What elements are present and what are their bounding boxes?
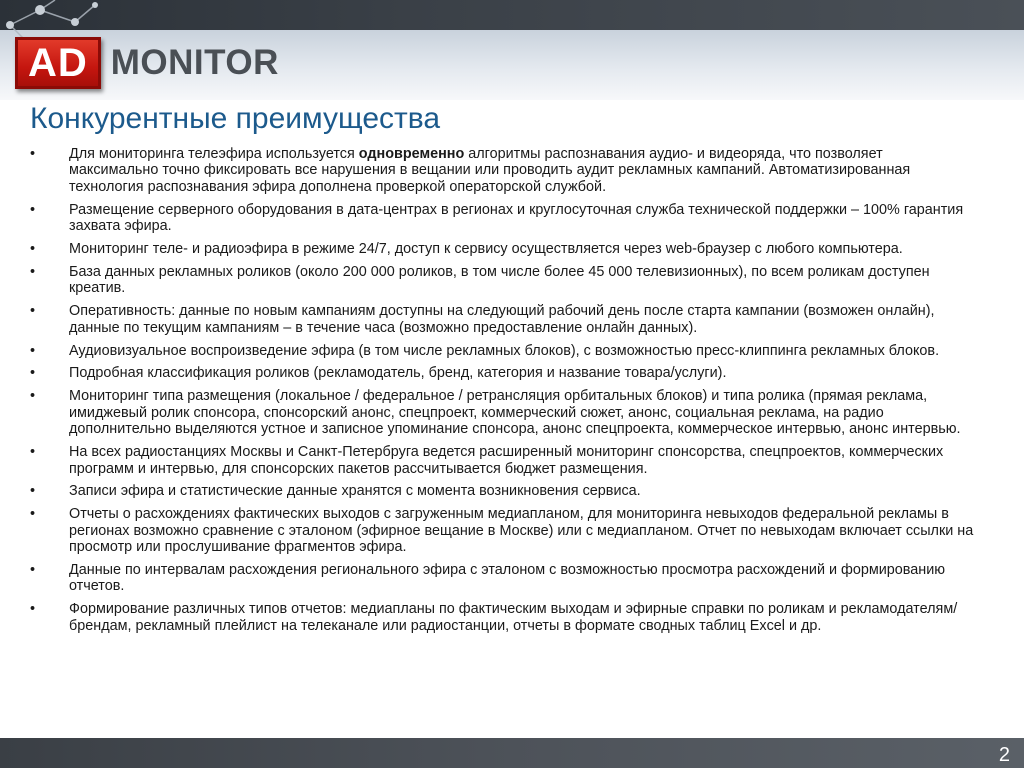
bullet-text: Подробная классификация роликов (рекламодатель, бренд, категория и название товара/услуги). [69,365,727,382]
slide-title: Конкурентные преимущества [30,102,441,135]
bullet-item [30,264,975,297]
bullet-item [30,506,975,555]
bullet-item [30,146,975,195]
page-number: 2 [998,744,1010,766]
bullet-text: Оперативность: данные по новым кампаниям доступны на следующий рабочий день после старта кампании (возможен онлайн), данные по текущим кампаниям – в течение часа (возможно предоставление онлайн данных). [69,303,935,336]
bullet-item [30,601,975,634]
logo-ad-box [15,37,101,89]
bullet-item [30,303,975,336]
bullet-emphasis: одновременно [358,146,465,162]
logo-monitor-text: MONITOR [110,43,279,82]
bullet-text: Отчеты о расхождениях фактических выходов с загруженным медиапланом, для мониторинга невыходов федеральной рекламы в регионах возможно сравнение с эталоном (эфирное вещание в Москве) или с медиапланом. Отчет по невыходам включает ссылки на просмотр или прослушивание фрагментов эфира. [69,506,974,556]
bullet-item [30,365,975,381]
bullet-item [30,483,975,499]
logo-ad-text: AD [28,41,88,85]
top-bar [0,0,1024,30]
bullet-text: алгоритмы распознавания аудио- и видеоряда, что позволяет максимально точно фиксировать все нарушения в вещании или проводить аудит рекламных кампаний. Автоматизированная технология распознавания эфира дополнена проверкой операторской службой. [69,146,911,195]
bullet-text: Для мониторинга телеэфира используется [69,146,359,162]
bullet-text: Формирование различных типов отчетов: медиапланы по фактическим выходам и эфирные справки по роликам и рекламодателям/брендам, рекламный плейлист на телеканале или радиостанции, отчеты в формате сводных таблиц Excel и др. [69,601,958,634]
bullet-text: Данные по интервалам расхождения регионального эфира с эталоном с возможностью просмотра расхождений и формированию отчетов. [69,562,946,595]
logo [15,36,279,90]
bullet-text: Мониторинг теле- и радиоэфира в режиме 24/7, доступ к сервису осуществляется через web-браузер с любого компьютера. [69,241,903,258]
bullet-text: База данных рекламных роликов (около 200 000 роликов, в том числе более 45 000 телевизионных), по всем роликам доступен креатив. [69,263,930,297]
bullet-list [30,146,975,641]
bullet-text: Мониторинг типа размещения (локальное / федеральное / ретрансляция орбитальных блоков) и типа ролика (прямая реклама, имиджевый ролик спонсора, спонсорский анонс, спецпроект, коммерческий сюжет, анонс, социальная реклама, на радио дополнительно выделяются устное и записное упоминание спонсора, анонс спецпроекта, коммерческое интервью, анонс интервью. [69,388,961,438]
bullet-text: Размещение серверного оборудования в дата-центрах в регионах и круглосуточная служба технической поддержки – 100% гарантия захвата эфира. [69,201,964,235]
bullet-text: На всех радиостанциях Москвы и Санкт-Петербруга ведется расширенный мониторинг спонсорства, спецпроектов, коммерческих программ и интервью, для спонсорских пакетов рассчитывается бюджет размещения. [69,444,944,477]
bullet-item [30,241,975,257]
bullet-item [30,202,975,235]
bullet-item [30,343,975,359]
bullet-item [30,444,975,477]
bullet-text: Аудиовизуальное воспроизведение эфира (в том числе рекламных блоков), с возможностью пресс-клиппинга рекламных блоков. [69,342,940,359]
footer-bar [0,738,1024,768]
bullet-item [30,562,975,595]
bullet-text: Записи эфира и статистические данные хранятся с момента возникновения сервиса. [69,483,641,500]
bullet-item [30,388,975,437]
